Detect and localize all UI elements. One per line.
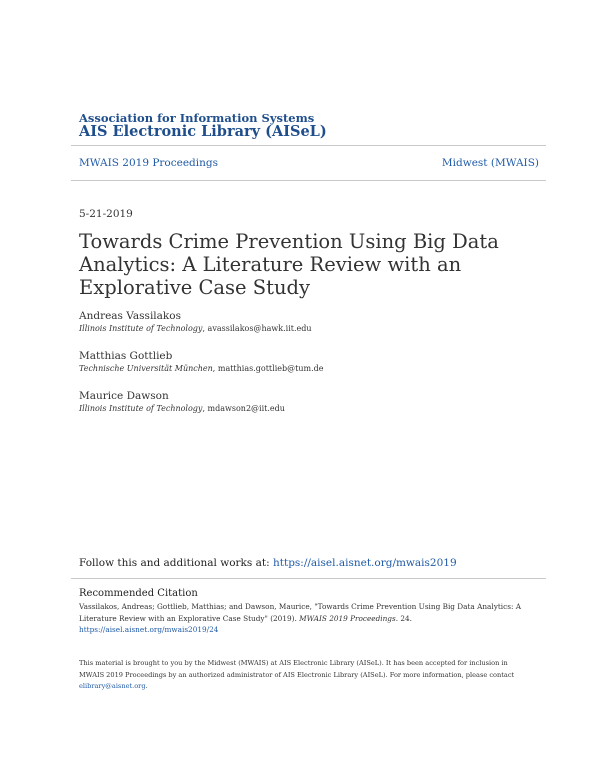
publication-date: 5-21-2019 — [79, 208, 133, 220]
author-institution: Illinois Institute of Technology — [79, 404, 203, 413]
proceedings-link[interactable]: MWAIS 2019 Proceedings — [79, 157, 219, 169]
author-affiliation: Technische Universität München, matthias.gottlieb@tum.de — [79, 364, 324, 373]
author-name: Matthias Gottlieb — [79, 350, 173, 362]
repository-notice — [79, 658, 529, 693]
author-block — [79, 389, 285, 415]
contact-email-link[interactable]: elibrary@aisnet.org — [79, 682, 146, 690]
nav-divider — [71, 180, 546, 181]
author-email[interactable]: matthias.gottlieb@tum.de — [217, 364, 324, 373]
paper-title: Towards Crime Prevention Using Big Data Analytics: A Literature Review with an Explorative Case Study — [79, 230, 499, 299]
region-link[interactable]: Midwest (MWAIS) — [441, 157, 539, 169]
header-divider — [71, 145, 546, 146]
library-name[interactable]: AIS Electronic Library (AISeL) — [79, 123, 327, 140]
author-block — [79, 309, 312, 335]
citation-body: Vassilakos, Andreas; Gottlieb, Matthias; and Dawson, Maurice, "Towards Crime Prevention Using Big Data Analytics: A Literature Review with an Explorative Case Study" (2019). — [79, 602, 521, 623]
author-affiliation: Illinois Institute of Technology, avassilakos@hawk.iit.edu — [79, 324, 312, 333]
citation-text — [79, 601, 529, 636]
organization-name: Association for Information Systems — [79, 111, 315, 125]
author-institution: Illinois Institute of Technology — [79, 324, 203, 333]
author-email[interactable]: mdawson2@iit.edu — [207, 404, 285, 413]
author-affiliation: Illinois Institute of Technology, mdawson2@iit.edu — [79, 404, 285, 413]
collection-link[interactable]: https://aisel.aisnet.org/mwais2019 — [273, 557, 457, 569]
author-name: Andreas Vassilakos — [79, 310, 181, 322]
citation-divider — [71, 578, 546, 579]
notice-end: . — [145, 682, 148, 690]
notice-text: This material is brought to you by the Midwest (MWAIS) at AIS Electronic Library (AISeL). It has been accepted for inclusion in MWAIS 2019 Proceedings by an authorized administrator of AIS Electronic Library (AISeL). For more information, please contact — [79, 659, 515, 679]
citation-end: . 24. — [395, 613, 412, 623]
author-institution: Technische Universität München — [79, 364, 213, 373]
author-email[interactable]: avassilakos@hawk.iit.edu — [207, 324, 312, 333]
citation-venue: MWAIS 2019 Proceedings — [299, 613, 396, 623]
follow-text: Follow this and additional works at: — [79, 557, 273, 569]
citation-link[interactable]: https://aisel.aisnet.org/mwais2019/24 — [79, 625, 219, 634]
citation-heading: Recommended Citation — [79, 588, 198, 599]
follow-line — [79, 557, 457, 569]
author-block — [79, 349, 323, 375]
author-name: Maurice Dawson — [79, 390, 169, 402]
